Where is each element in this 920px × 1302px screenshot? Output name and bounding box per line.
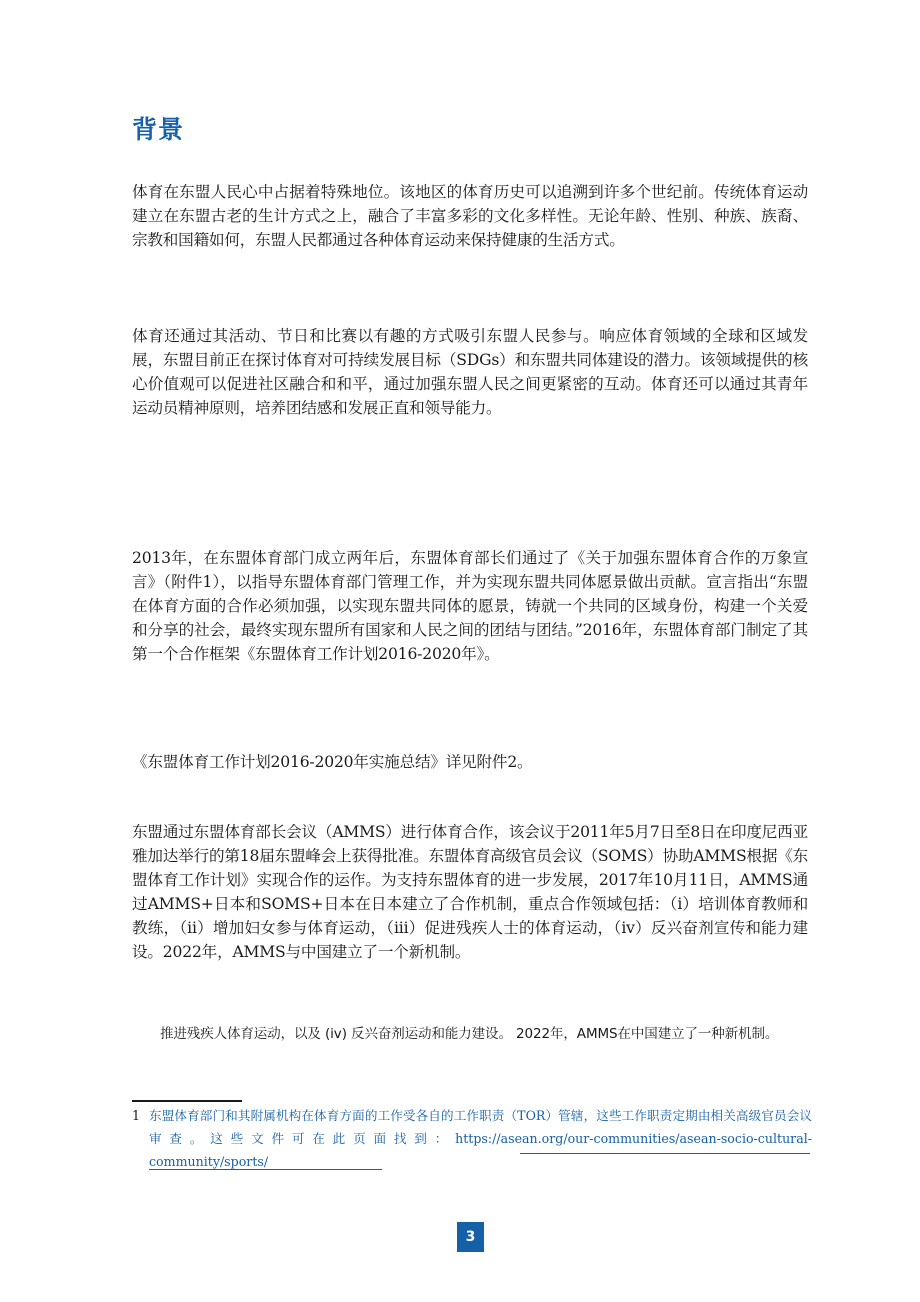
link-underline: [149, 1169, 382, 1170]
paragraph-sport-engagement: 体育还通过其活动、节日和比赛以有趣的方式吸引东盟人民参与。响应体育领域的全球和区域发展，东盟目前正在探讨体育对可持续发展目标（SDGs）和东盟共同体建设的潜力。该领域提供的核心价值观可以促进社区融合和和平，通过加强东盟人民之间更紧密的互动。体育还可以通过其青年运动员精神原则，培养团结感和发展正直和领导能力。: [132, 327, 808, 417]
paragraph-sport-significance: 体育在东盟人民心中占据着特殊地位。该地区的体育历史可以追溯到许多个世纪前。传统体育运动建立在东盟古老的生计方式之上，融合了丰富多彩的文化多样性。无论年龄、性别、种族、族裔、宗教和国籍如何，东盟人民都通过各种体育运动来保持健康的生活方式。: [132, 183, 808, 249]
footnote-divider: [132, 1100, 242, 1102]
paragraph-amms-cooperation: 东盟通过东盟体育部长会议（AMMS）进行体育合作，该会议于2011年5月7日至8日在印度尼西亚雅加达举行的第18届东盟峰会上获得批准。东盟体育高级官员会议（SOMS）协助AMMS根据《东盟体育工作计划》实现合作的运作。为支持东盟体育的进一步发展，2017年10月11日，AMMS通过AMMS+日本和SOMS+日本在日本建立了合作机制，重点合作领域包括：（i）培训体育教师和教练，（ii）增加妇女参与体育运动，（iii）促进残疾人士的体育运动，（iv）反兴奋剂宣传和能力建设。2022年，AMMS与中国建立了一个新机制。: [132, 823, 809, 961]
link-underline: [520, 1153, 810, 1154]
footnote-link-text[interactable]: 东盟体育部门和其附属机构在体育方面的工作受各自的工作职责（TOR）管辖，这些工作职责定期由相关高级官员会议审查。这些文件可在此页面找到：https://asean.org/our-communities/asean-socio-cultural-community/sports/: [149, 1108, 812, 1169]
page-number-badge: 3: [457, 1222, 484, 1252]
paragraph-new-mechanism: 推进残疾人体育运动，以及 (iv) 反兴奋剂运动和能力建设。 2022年，AMMS在中国建立了一种新机制。: [160, 1026, 779, 1042]
paragraph-vientiane-declaration: 2013年，在东盟体育部门成立两年后，东盟体育部长们通过了《关于加强东盟体育合作的万象宣言》（附件1），以指导东盟体育部门管理工作，并为实现东盟共同体愿景做出贡献。宣言指出“东盟在体育方面的合作必须加强，以实现东盟共同体的愿景，铸就一个共同的区域身份，构建一个关爱和分享的社会，最终实现东盟所有国家和人民之间的团结与团结。”2016年，东盟体育部门制定了其第一个合作框架《东盟体育工作计划2016-2020年》。: [132, 549, 808, 663]
footnote: [132, 1104, 812, 1173]
page-title: 背景: [132, 115, 185, 144]
footnote-number: 1: [132, 1108, 141, 1123]
paragraph-annex-reference: 《东盟体育工作计划2016-2020年实施总结》详见附件2。: [132, 753, 533, 771]
